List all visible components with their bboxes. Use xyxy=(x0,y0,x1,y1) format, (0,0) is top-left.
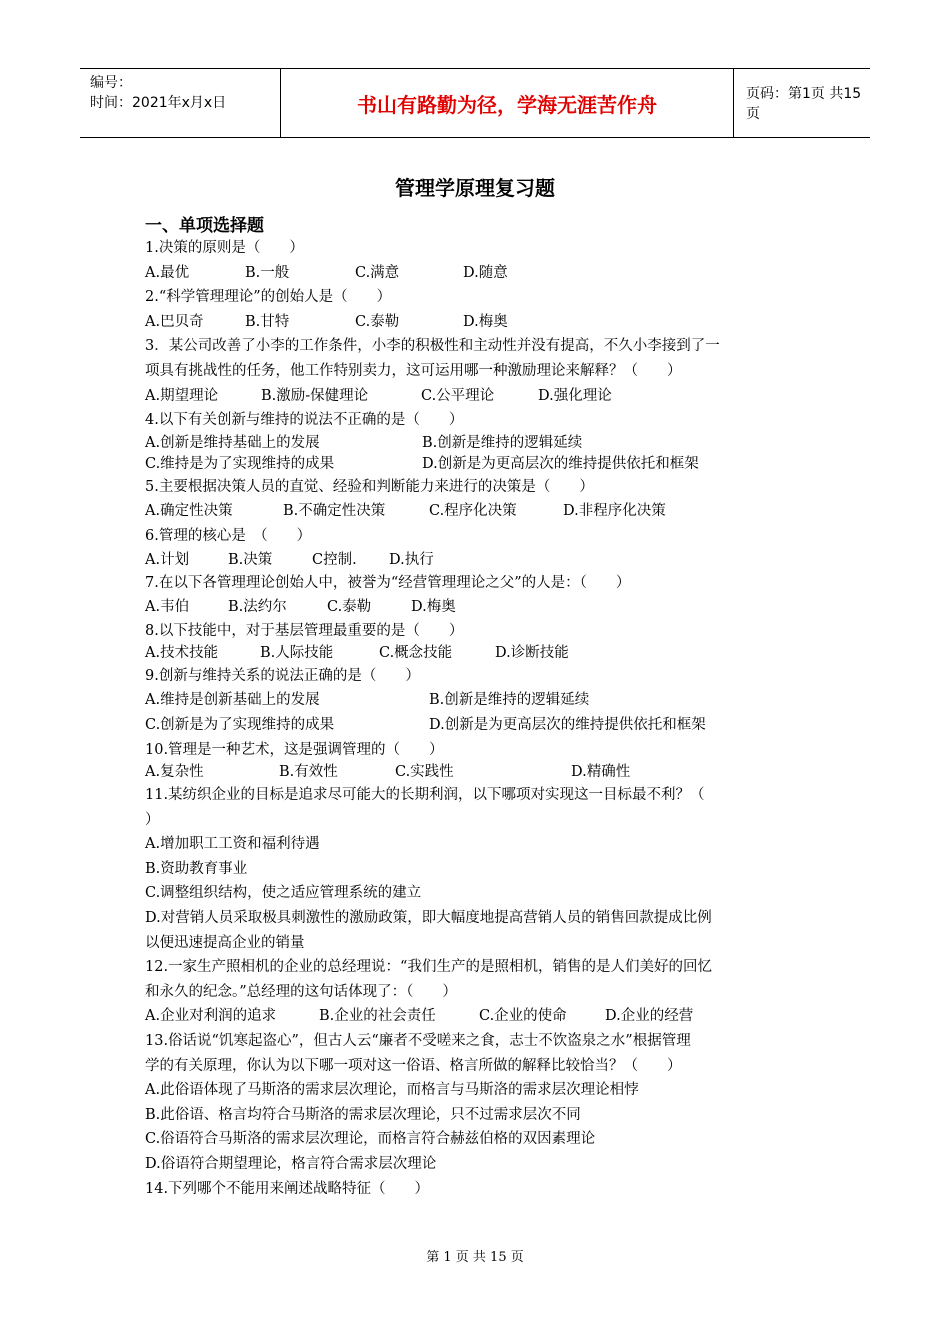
answer-options xyxy=(145,433,810,454)
option: B.资助教育事业 xyxy=(145,860,248,877)
option: C.满意 xyxy=(355,264,400,281)
option: D.创新是为更高层次的维持提供依托和框架 xyxy=(422,455,699,472)
option: A.复杂性 xyxy=(145,764,204,781)
option: B.不确定性决策 xyxy=(283,503,386,520)
section-heading: 一、单项选择题 xyxy=(145,216,264,236)
question-stem: 4.以下有关创新与维持的说法不正确的是（ ） xyxy=(145,412,464,429)
option: B.甘特 xyxy=(245,313,290,330)
question-stem: 6.管理的核心是 （ ） xyxy=(145,527,312,544)
question-stem: 11.某纺织企业的目标是追求尽可能大的长期利润，以下哪项对实现这一目标最不利？（ xyxy=(145,787,705,804)
answer-options xyxy=(145,595,810,620)
option: D.执行 xyxy=(389,551,434,568)
option: C.实践性 xyxy=(395,764,454,781)
document-number-label: 编号： xyxy=(90,75,132,91)
option: C.创新是为了实现维持的成果 xyxy=(145,716,335,733)
option: C.程序化决策 xyxy=(429,503,517,520)
page-header xyxy=(80,68,870,138)
document-title: 管理学原理复习题 xyxy=(395,176,555,200)
option: A.巴贝奇 xyxy=(145,313,204,330)
question-stem: 3．某公司改善了小李的工作条件，小李的积极性和主动性并没有提高，不久小李接到了一 xyxy=(145,338,720,355)
option: B.有效性 xyxy=(279,764,338,781)
option: D.创新是为更高层次的维持提供依托和框架 xyxy=(429,716,706,733)
question-list xyxy=(145,236,810,1201)
answer-options xyxy=(145,310,810,335)
option: A.韦伯 xyxy=(145,599,190,616)
option: B.创新是维持的逻辑延续 xyxy=(422,434,583,451)
option: C.企业的使命 xyxy=(479,1008,567,1025)
option: C控制. xyxy=(312,551,357,568)
answer-options xyxy=(145,499,810,524)
option: B.决策 xyxy=(228,551,273,568)
option: D.非程序化决策 xyxy=(563,503,666,520)
option: D.梅奥 xyxy=(411,599,456,616)
option: A.创新是维持基础上的发展 xyxy=(145,434,320,451)
question-stem-cont: ） xyxy=(145,811,160,828)
answer-options xyxy=(145,454,810,475)
answer-options xyxy=(145,713,810,738)
question-stem: 14.下列哪个不能用来阐述战略特征（ ） xyxy=(145,1180,430,1197)
page-footer: 第 1 页 共 15 页 xyxy=(426,1250,524,1265)
option: A.此俗语体现了马斯洛的需求层次理论，而格言与马斯洛的需求层次理论相悖 xyxy=(145,1082,639,1099)
option: B.此俗语、格言均符合马斯洛的需求层次理论，只不过需求层次不同 xyxy=(145,1106,581,1123)
answer-options xyxy=(145,1004,810,1029)
option: D.精确性 xyxy=(571,764,631,781)
option: C.维持是为了实现维持的成果 xyxy=(145,455,335,472)
question-stem: 1.决策的原则是（ ） xyxy=(145,240,304,256)
option: C.概念技能 xyxy=(379,644,453,661)
question-stem: 2.“科学管理理论”的创始人是（ ） xyxy=(145,289,392,306)
option: A.期望理论 xyxy=(145,387,219,404)
option: B.人际技能 xyxy=(260,644,334,661)
question-stem: 13.俗话说“饥寒起盗心”，但古人云“廉者不受嗟来之食，志士不饮盗泉之水”根据管理 xyxy=(145,1033,691,1050)
question-stem-cont: 项具有挑战性的任务，他工作特别卖力，这可运用哪一种激励理论来解释？（ ） xyxy=(145,362,682,379)
answer-options xyxy=(145,762,810,783)
option: C.俗语符合马斯洛的需求层次理论，而格言符合赫兹伯格的双因素理论 xyxy=(145,1131,596,1148)
option: D.随意 xyxy=(463,264,508,281)
answer-options xyxy=(145,549,810,571)
answer-options xyxy=(145,261,810,286)
option: B.创新是维持的逻辑延续 xyxy=(429,692,590,709)
answer-options xyxy=(145,688,810,713)
header-page-info: 页码：第1页 共15页 xyxy=(746,86,862,122)
option: D.梅奥 xyxy=(463,313,508,330)
option: C.泰勒 xyxy=(355,313,400,330)
option: A.增加职工工资和福利待遇 xyxy=(145,836,320,853)
header-meta xyxy=(80,69,280,137)
question-stem: 10.管理是一种艺术，这是强调管理的（ ） xyxy=(145,741,444,758)
question-stem: 5.主要根据决策人员的直觉、经验和判断能力来进行的决策是（ ） xyxy=(145,478,594,495)
answer-options xyxy=(145,642,810,664)
question-stem: 8.以下技能中，对于基层管理最重要的是（ ） xyxy=(145,622,464,639)
option: A.确定性决策 xyxy=(145,503,233,520)
option: A.技术技能 xyxy=(145,644,219,661)
option: C.泰勒 xyxy=(327,599,372,616)
question-stem-cont: 学的有关原理，你认为以下哪一项对这一俗语、格言所做的解释比较恰当？（ ） xyxy=(145,1057,682,1074)
answer-options xyxy=(145,384,810,409)
option: D.强化理论 xyxy=(538,387,612,404)
document-time-label: 时间：2021年x月x日 xyxy=(90,95,227,111)
option: B.法约尔 xyxy=(228,599,287,616)
option: D.对营销人员采取极具刺激性的激励政策，即大幅度地提高营销人员的销售回款提成比例 xyxy=(145,910,712,927)
option: A.企业对利润的追求 xyxy=(145,1008,277,1025)
question-stem-cont: 和永久的纪念。”总经理的这句话体现了：（ ） xyxy=(145,983,457,1000)
option: B.激励-保健理论 xyxy=(261,387,369,404)
option: A.维持是创新基础上的发展 xyxy=(145,692,320,709)
option: D.诊断技能 xyxy=(495,644,569,661)
header-motto: 书山有路勤为径，学海无涯苦作舟 xyxy=(280,69,734,137)
option: B.企业的社会责任 xyxy=(319,1008,436,1025)
option: A.最优 xyxy=(145,264,190,281)
option: D.企业的经营 xyxy=(605,1008,694,1025)
option: D.俗语符合期望理论，格言符合需求层次理论 xyxy=(145,1156,437,1172)
option: A.计划 xyxy=(145,551,190,568)
question-stem: 9.创新与维持关系的说法正确的是（ ） xyxy=(145,667,420,684)
option: C.公平理论 xyxy=(421,387,495,404)
question-stem: 7.在以下各管理理论创始人中，被誉为“经营管理理论之父”的人是：（ ） xyxy=(145,574,631,591)
question-stem: 12.一家生产照相机的企业的总经理说：“我们生产的是照相机，销售的是人们美好的回忆 xyxy=(145,959,712,976)
option: C.调整组织结构，使之适应管理系统的建立 xyxy=(145,885,422,902)
option: B.一般 xyxy=(245,264,290,281)
option-cont: 以便迅速提高企业的销量 xyxy=(145,934,305,951)
